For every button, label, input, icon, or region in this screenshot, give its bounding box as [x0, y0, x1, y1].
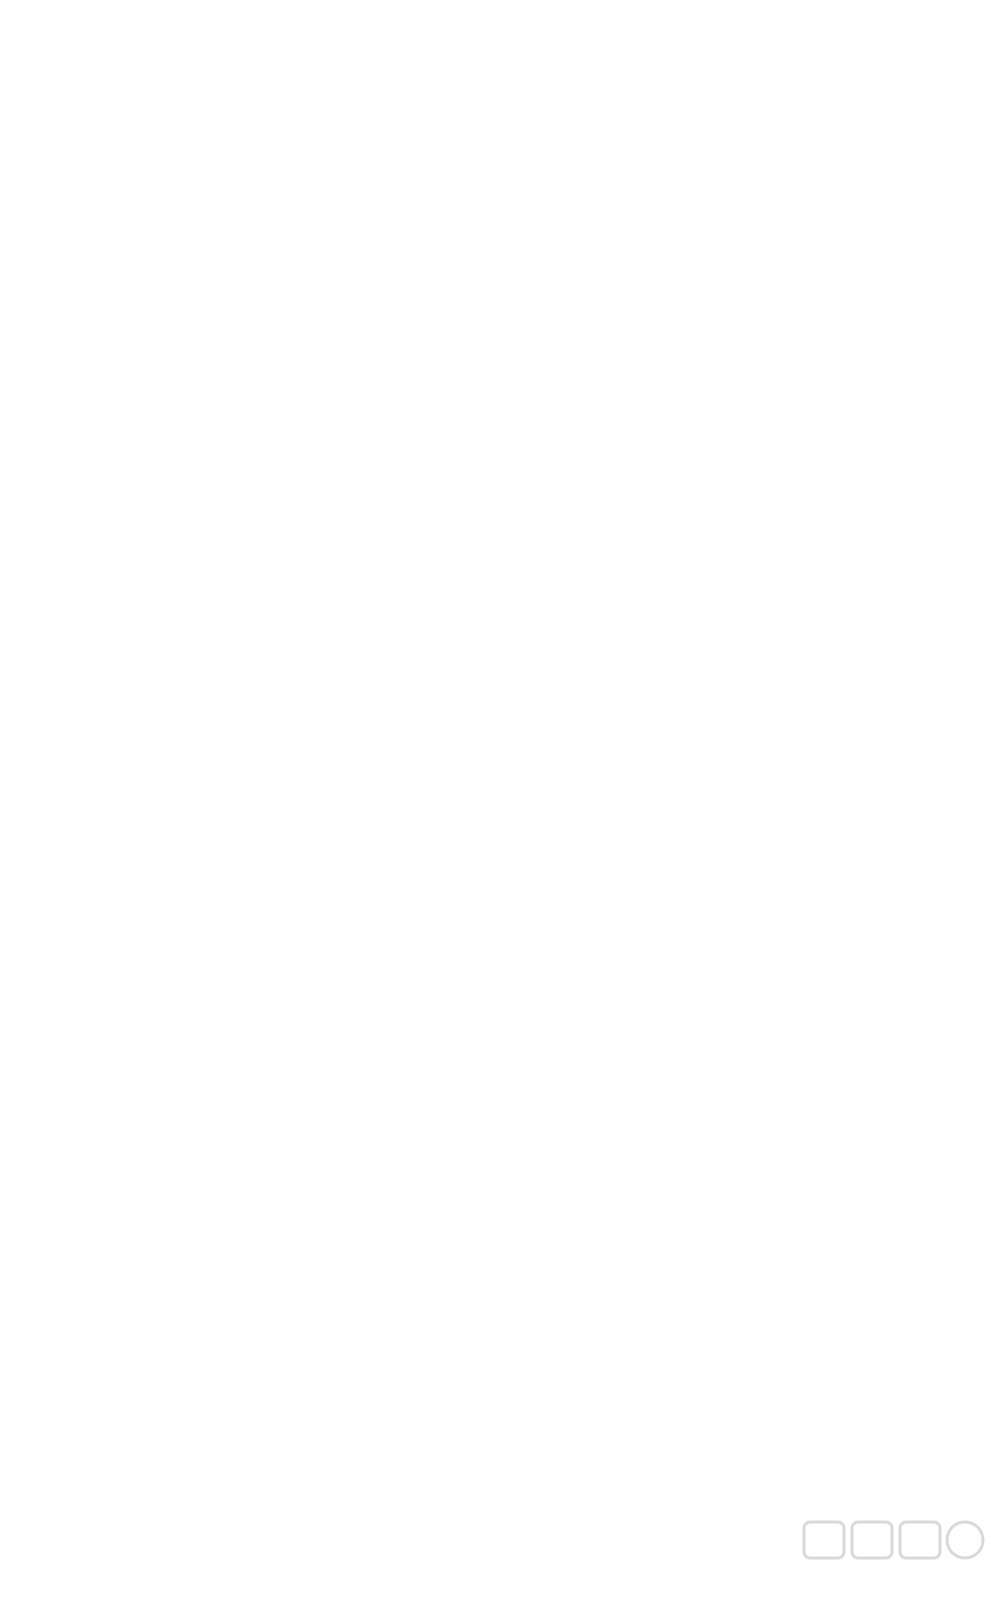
watermark-logo: [800, 1518, 990, 1590]
answer-content: [172, 66, 822, 69]
